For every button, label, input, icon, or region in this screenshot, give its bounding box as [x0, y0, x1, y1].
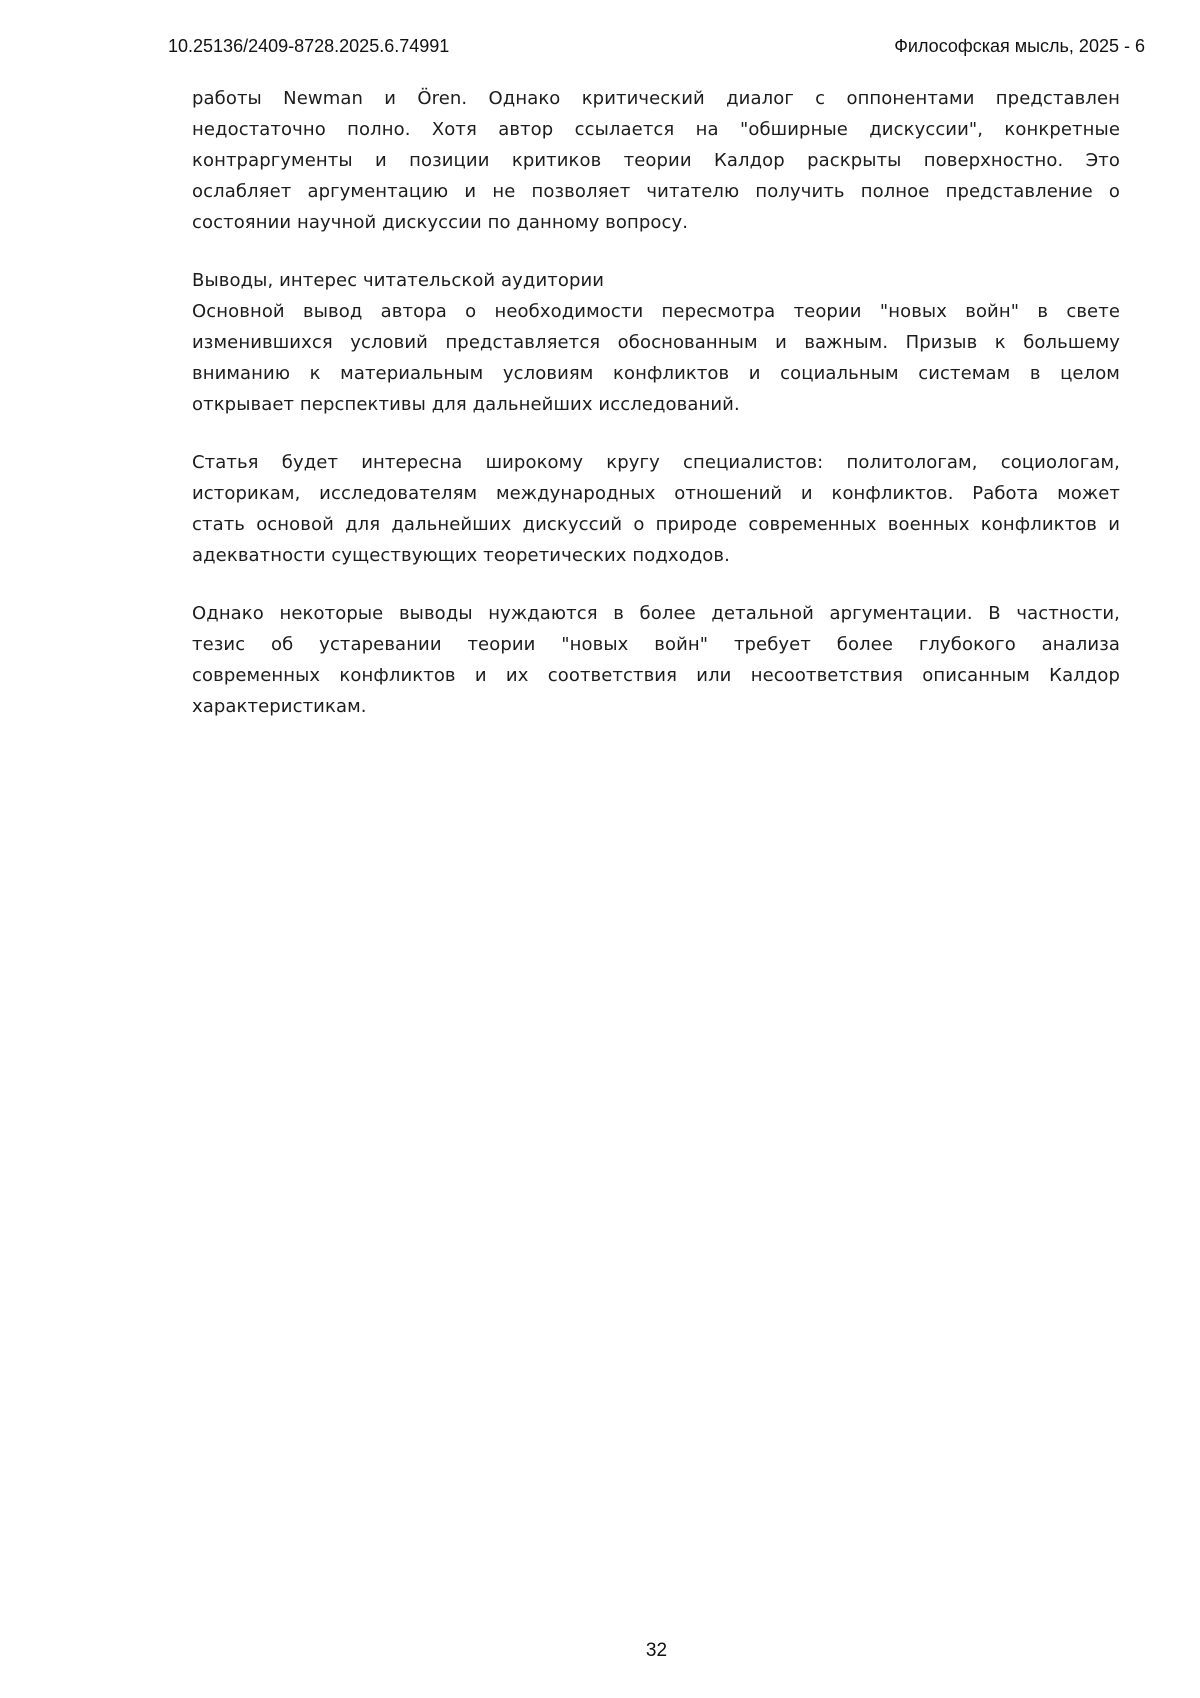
text-line: характеристикам. — [192, 696, 367, 717]
text-line: Основной вывод автора о необходимости пересмотра теории "новых войн" в свете — [192, 301, 1120, 322]
page-footer — [168, 1640, 1145, 1662]
text-line: контраргументы и позиции критиков теории Калдор раскрыты поверхностно. Это — [192, 150, 1120, 171]
text-line: работы Newman и Ören. Однако критический диалог с оппонентами представлен — [192, 88, 1120, 109]
doi-text: 10.25136/2409-8728.2025.6.74991 — [168, 36, 450, 56]
journal-title: Философская мысль, 2025 - 6 — [894, 36, 1145, 56]
text-line: адекватности существующих теоретических подходов. — [192, 545, 730, 566]
text-line: ослабляет аргументацию и не позволяет читателю получить полное представление о — [192, 181, 1120, 202]
paragraph — [192, 83, 1120, 238]
text-line: изменившихся условий представляется обоснованным и важным. Призыв к большему — [192, 332, 1120, 353]
text-line: открывает перспективы для дальнейших исследований. — [192, 394, 740, 415]
page-number: 32 — [645, 1640, 668, 1661]
text-line: тезис об устаревании теории "новых войн" требует более глубокого анализа — [192, 634, 1120, 655]
text-line: современных конфликтов и их соответствия или несоответствия описанным Калдор — [192, 665, 1120, 686]
paragraph — [192, 447, 1120, 571]
text-line: недостаточно полно. Хотя автор ссылается на "обширные дискуссии", конкретные — [192, 119, 1120, 140]
text-line: стать основой для дальнейших дискуссий о природе современных военных конфликтов и — [192, 514, 1120, 535]
section-heading: Выводы, интерес читательской аудитории — [192, 270, 605, 291]
text-line: состоянии научной дискуссии по данному вопросу. — [192, 212, 689, 233]
text-line: Однако некоторые выводы нуждаются в более детальной аргументации. В частности, — [192, 603, 1120, 624]
text-line: историкам, исследователям международных отношений и конфликтов. Работа может — [192, 483, 1120, 504]
text-line: Статья будет интересна широкому кругу специалистов: политологам, социологам, — [192, 452, 1120, 473]
running-header — [168, 36, 1145, 56]
paragraph — [192, 296, 1120, 420]
body-text — [192, 83, 1120, 722]
paragraph — [192, 598, 1120, 722]
text-line: вниманию к материальным условиям конфликтов и социальным системам в целом — [192, 363, 1120, 384]
